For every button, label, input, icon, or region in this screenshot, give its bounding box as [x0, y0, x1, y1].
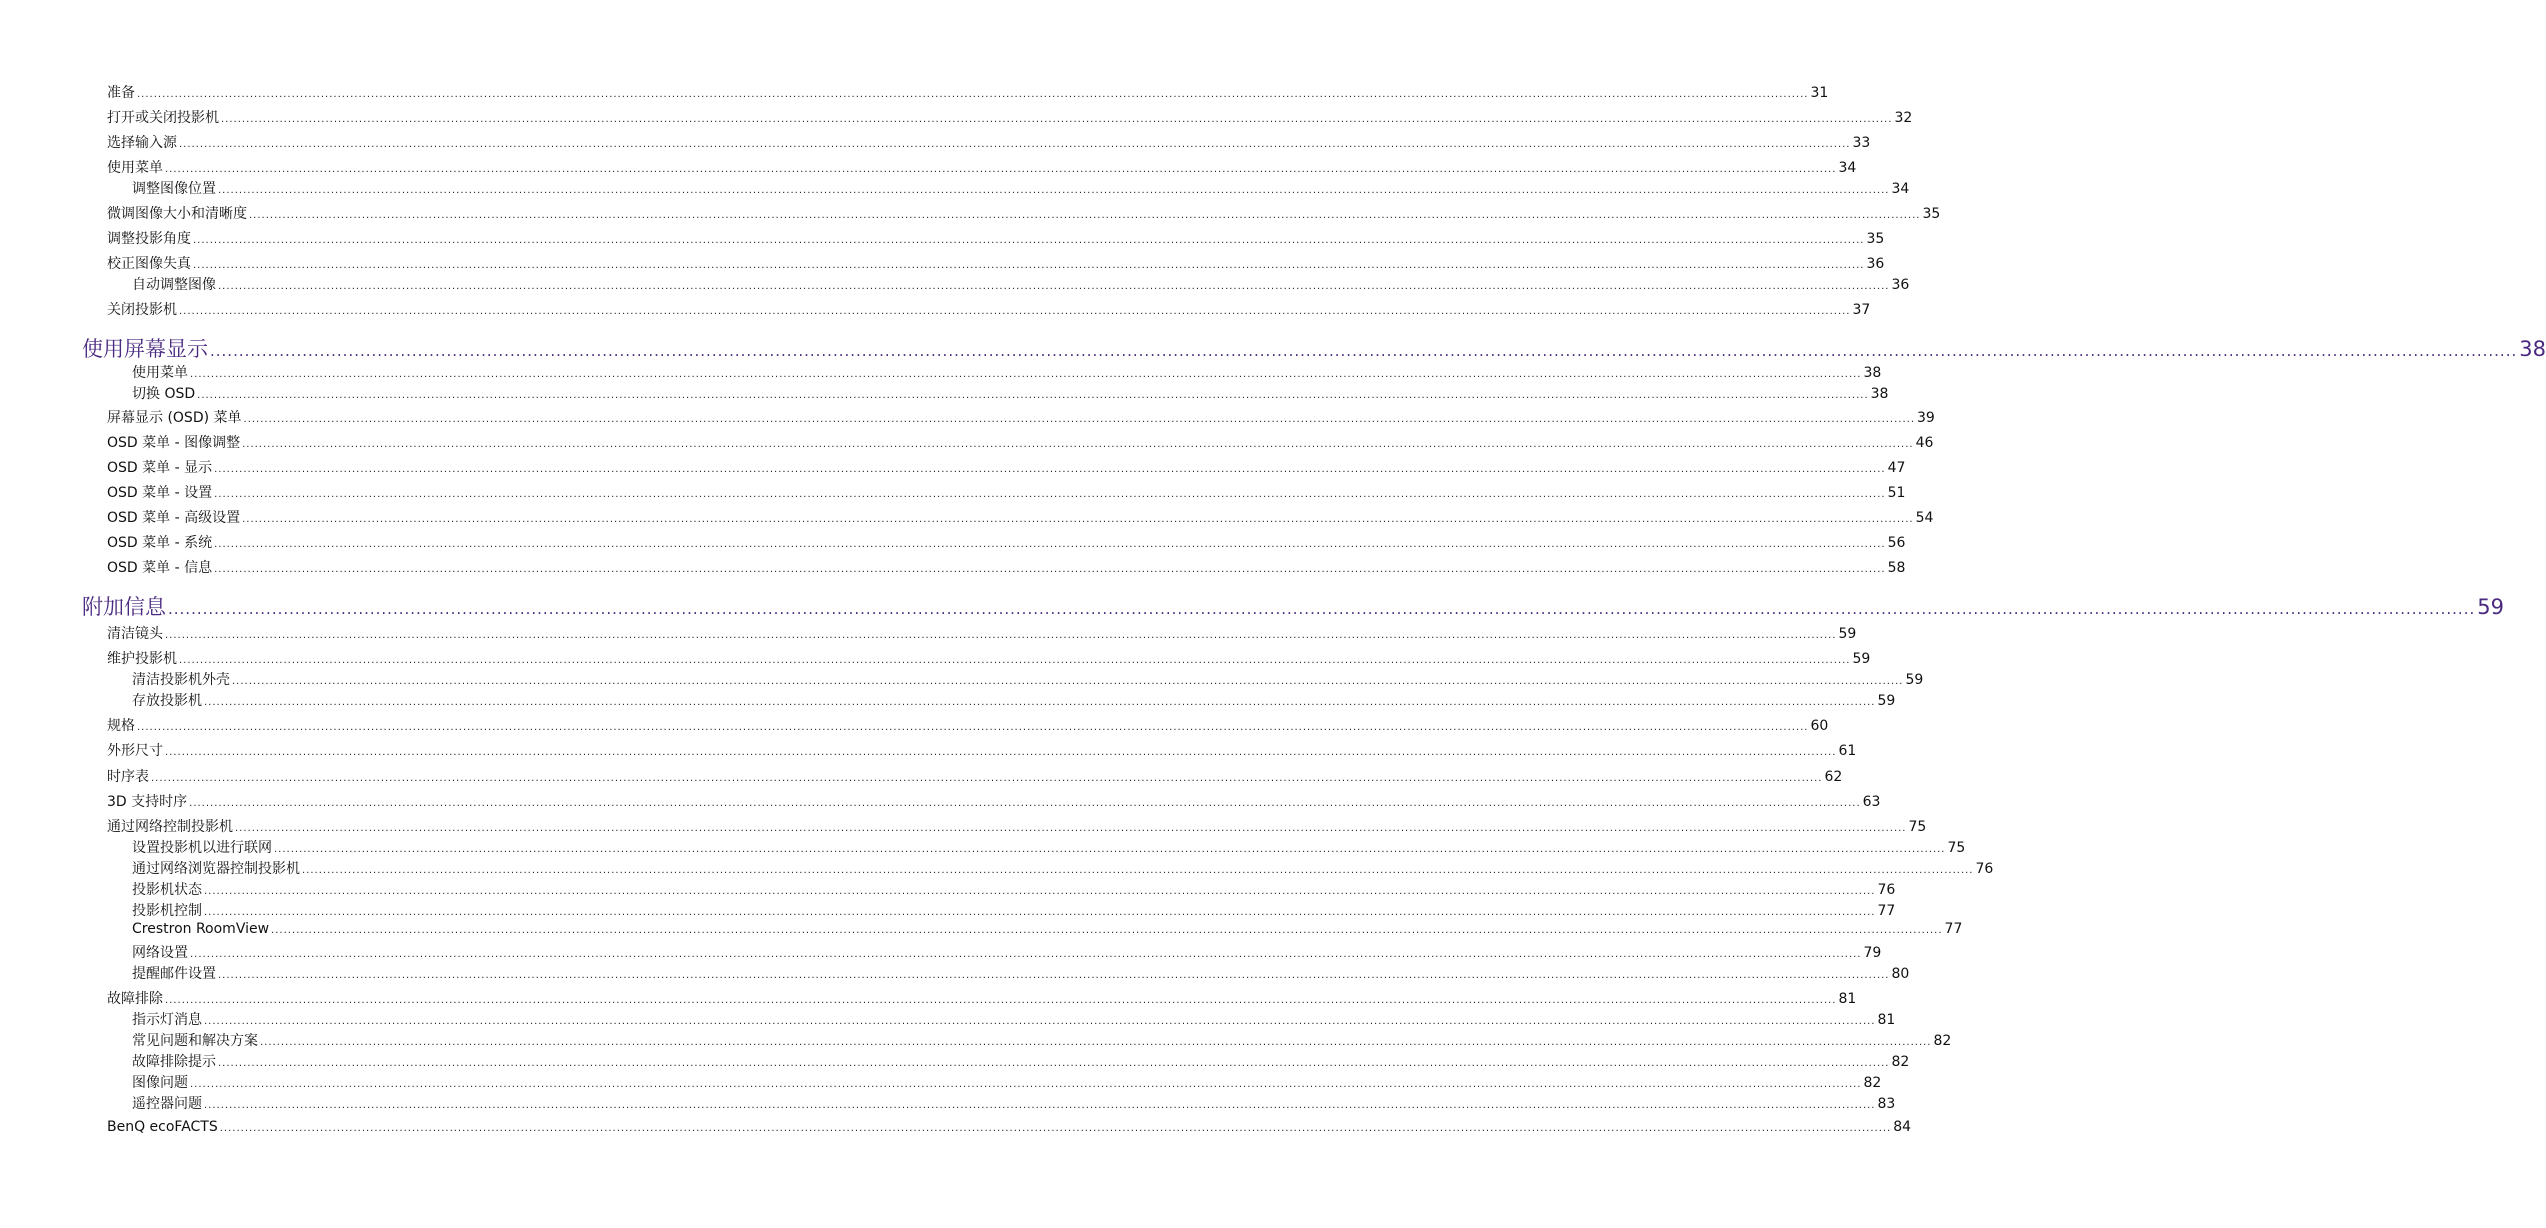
toc-entry-title: OSD 菜单 - 图像调整	[107, 435, 241, 451]
toc-entry-title: 故障排除提示	[132, 1054, 216, 1070]
toc-entry-page-number: 54	[1915, 510, 1934, 526]
toc-entry-title: OSD 菜单 - 信息	[107, 560, 213, 576]
toc-dot-leader: ................................................................................................................................................................................................................................................................................................................................................................................................................	[165, 747, 1837, 758]
toc-entry-title: 提醒邮件设置	[132, 966, 216, 982]
toc-dot-leader: ................................................................................................................................................................................................................................................................................................................................................................................................................	[190, 369, 1862, 380]
toc-entry-page-number: 62	[1824, 769, 1843, 785]
toc-entry-title: 遥控器问题	[132, 1096, 202, 1112]
toc-entry[interactable]	[107, 532, 1906, 552]
toc-chapter-entry[interactable]	[82, 591, 2504, 621]
toc-entry[interactable]	[107, 253, 1885, 273]
toc-entry[interactable]	[132, 383, 1889, 403]
toc-dot-leader: ................................................................................................................................................................................................................................................................................................................................................................................................................	[271, 925, 1943, 936]
toc-dot-leader: ................................................................................................................................................................................................................................................................................................................................................................................................................	[242, 514, 1914, 525]
toc-entry[interactable]	[132, 1009, 1896, 1029]
toc-entry[interactable]	[107, 740, 1857, 760]
toc-entry-page-number: 35	[1866, 231, 1885, 247]
toc-entry[interactable]	[132, 1093, 1896, 1113]
toc-entry-page-number: 35	[1922, 206, 1941, 222]
toc-entry-title: 规格	[107, 718, 135, 734]
toc-entry-title: 设置投影机以进行联网	[132, 840, 272, 856]
toc-entry-title: 清洁镜头	[107, 626, 163, 642]
toc-entry-page-number: 56	[1887, 535, 1906, 551]
toc-dot-leader: ................................................................................................................................................................................................................................................................................................................................................................................................................	[218, 1058, 1890, 1069]
toc-entry-title: 校正图像失真	[107, 256, 191, 272]
toc-entry[interactable]	[132, 362, 1882, 382]
toc-entry-title: 投影机控制	[132, 903, 202, 919]
toc-entry[interactable]	[107, 82, 1829, 102]
toc-entry-title: 3D 支持时序	[107, 794, 188, 810]
toc-entry-title: 屏幕显示 (OSD) 菜单	[107, 410, 242, 426]
toc-entry-page-number: 59	[1838, 626, 1857, 642]
toc-dot-leader: ................................................................................................................................................................................................................................................................................................................................................................................................................	[210, 342, 2518, 360]
toc-entry-title: 故障排除	[107, 991, 163, 1007]
toc-entry[interactable]	[107, 507, 1934, 527]
toc-entry[interactable]	[107, 1119, 1912, 1135]
toc-dot-leader: ................................................................................................................................................................................................................................................................................................................................................................................................................	[218, 281, 1890, 292]
toc-dot-leader: ................................................................................................................................................................................................................................................................................................................................................................................................................	[243, 414, 1915, 425]
toc-dot-leader: ................................................................................................................................................................................................................................................................................................................................................................................................................	[214, 539, 1886, 550]
toc-entry-page-number: 38	[2519, 337, 2546, 361]
toc-entry-title: 微调图像大小和清晰度	[107, 206, 247, 222]
toc-entry[interactable]	[132, 1051, 1910, 1071]
toc-dot-leader: ................................................................................................................................................................................................................................................................................................................................................................................................................	[165, 630, 1837, 641]
toc-entry-page-number: 34	[1838, 160, 1857, 176]
toc-entry[interactable]	[107, 988, 1857, 1008]
toc-entry[interactable]	[107, 623, 1857, 643]
toc-dot-leader: ................................................................................................................................................................................................................................................................................................................................................................................................................	[165, 164, 1837, 175]
toc-dot-leader: ................................................................................................................................................................................................................................................................................................................................................................................................................	[190, 949, 1862, 960]
toc-entry[interactable]	[132, 837, 1966, 857]
toc-entry-page-number: 59	[1877, 693, 1896, 709]
toc-entry-title: 时序表	[107, 769, 149, 785]
toc-entry-page-number: 31	[1810, 85, 1829, 101]
toc-dot-leader: ................................................................................................................................................................................................................................................................................................................................................................................................................	[189, 798, 1861, 809]
toc-dot-leader: ................................................................................................................................................................................................................................................................................................................................................................................................................	[179, 306, 1851, 317]
toc-entry-title: BenQ ecoFACTS	[107, 1119, 218, 1135]
toc-dot-leader: ................................................................................................................................................................................................................................................................................................................................................................................................................	[218, 970, 1890, 981]
toc-dot-leader: ................................................................................................................................................................................................................................................................................................................................................................................................................	[137, 89, 1809, 100]
toc-dot-leader: ................................................................................................................................................................................................................................................................................................................................................................................................................	[165, 995, 1837, 1006]
toc-entry-page-number: 37	[1852, 302, 1871, 318]
toc-dot-leader: ................................................................................................................................................................................................................................................................................................................................................................................................................	[204, 907, 1876, 918]
toc-entry-page-number: 58	[1887, 560, 1906, 576]
toc-entry-page-number: 77	[1944, 921, 1963, 937]
toc-entry[interactable]	[107, 107, 1913, 127]
toc-entry-page-number: 36	[1866, 256, 1885, 272]
toc-entry-page-number: 79	[1863, 945, 1882, 961]
toc-dot-leader: ................................................................................................................................................................................................................................................................................................................................................................................................................	[302, 865, 1974, 876]
toc-entry[interactable]	[107, 132, 1871, 152]
toc-entry-page-number: 46	[1915, 435, 1934, 451]
toc-entry-page-number: 59	[1905, 672, 1924, 688]
toc-entry-title: 使用屏幕显示	[82, 337, 208, 361]
toc-entry[interactable]	[107, 457, 1906, 477]
toc-entry-page-number: 75	[1947, 840, 1966, 856]
toc-entry-page-number: 82	[1933, 1033, 1952, 1049]
toc-dot-leader: ................................................................................................................................................................................................................................................................................................................................................................................................................	[151, 773, 1823, 784]
toc-entry-page-number: 82	[1863, 1075, 1882, 1091]
toc-entry[interactable]	[132, 858, 1994, 878]
toc-entry[interactable]	[132, 963, 1910, 983]
toc-entry-title: OSD 菜单 - 系统	[107, 535, 213, 551]
toc-entry-page-number: 84	[1893, 1119, 1912, 1135]
toc-entry-title: 使用菜单	[132, 365, 188, 381]
toc-entry-title: 指示灯消息	[132, 1012, 202, 1028]
toc-entry-title: 维护投影机	[107, 651, 177, 667]
toc-entry-page-number: 32	[1894, 110, 1913, 126]
toc-entry-page-number: 59	[1852, 651, 1871, 667]
toc-entry-page-number: 81	[1838, 991, 1857, 1007]
toc-entry[interactable]	[107, 715, 1829, 735]
toc-entry-title: 关闭投影机	[107, 302, 177, 318]
toc-entry-page-number: 61	[1838, 743, 1857, 759]
toc-entry[interactable]	[107, 557, 1906, 577]
toc-entry[interactable]	[107, 228, 1885, 248]
toc-dot-leader: ................................................................................................................................................................................................................................................................................................................................................................................................................	[221, 114, 1893, 125]
toc-entry-page-number: 59	[2477, 595, 2504, 619]
toc-entry-title: 选择输入源	[107, 135, 177, 151]
toc-entry[interactable]	[107, 432, 1934, 452]
toc-entry-page-number: 34	[1891, 181, 1910, 197]
toc-entry-title: 切换 OSD	[132, 386, 196, 402]
toc-dot-leader: ................................................................................................................................................................................................................................................................................................................................................................................................................	[214, 489, 1886, 500]
toc-entry-page-number: 81	[1877, 1012, 1896, 1028]
toc-entry[interactable]	[132, 178, 1910, 198]
toc-dot-leader: ................................................................................................................................................................................................................................................................................................................................................................................................................	[204, 1100, 1876, 1111]
toc-entry[interactable]	[132, 669, 1924, 689]
toc-entry-page-number: 75	[1908, 819, 1927, 835]
toc-dot-leader: ................................................................................................................................................................................................................................................................................................................................................................................................................	[179, 139, 1851, 150]
toc-dot-leader: ................................................................................................................................................................................................................................................................................................................................................................................................................	[168, 600, 2476, 618]
toc-dot-leader: ................................................................................................................................................................................................................................................................................................................................................................................................................	[204, 886, 1876, 897]
toc-entry-title: 常见问题和解决方案	[132, 1033, 258, 1049]
toc-entry-page-number: 38	[1870, 386, 1889, 402]
toc-dot-leader: ................................................................................................................................................................................................................................................................................................................................................................................................................	[219, 1123, 1892, 1134]
toc-entry[interactable]	[132, 921, 1963, 937]
toc-dot-leader: ................................................................................................................................................................................................................................................................................................................................................................................................................	[190, 1079, 1862, 1090]
toc-entry-title: 通过网络控制投影机	[107, 819, 233, 835]
toc-entry-title: 使用菜单	[107, 160, 163, 176]
toc-entry-page-number: 82	[1891, 1054, 1910, 1070]
toc-entry[interactable]	[107, 482, 1906, 502]
toc-entry-title: OSD 菜单 - 显示	[107, 460, 213, 476]
toc-entry[interactable]	[107, 407, 1935, 427]
toc-entry-page-number: 38	[1863, 365, 1882, 381]
toc-dot-leader: ................................................................................................................................................................................................................................................................................................................................................................................................................	[249, 210, 1921, 221]
toc-entry[interactable]	[107, 299, 1871, 319]
toc-entry-title: 投影机状态	[132, 882, 202, 898]
toc-entry-title: 存放投影机	[132, 693, 202, 709]
toc-entry-page-number: 77	[1877, 903, 1896, 919]
toc-entry-page-number: 33	[1852, 135, 1871, 151]
toc-entry[interactable]	[107, 648, 1871, 668]
toc-entry-title: 清洁投影机外壳	[132, 672, 230, 688]
toc-entry-page-number: 39	[1917, 410, 1935, 426]
toc-entry-title: 附加信息	[82, 595, 166, 619]
toc-entry-page-number: 63	[1862, 794, 1881, 810]
toc-entry-title: Crestron RoomView	[132, 921, 270, 937]
toc-dot-leader: ................................................................................................................................................................................................................................................................................................................................................................................................................	[193, 260, 1865, 271]
toc-entry[interactable]	[107, 791, 1881, 811]
toc-entry-title: 调整图像位置	[132, 181, 216, 197]
toc-entry-title: OSD 菜单 - 高级设置	[107, 510, 241, 526]
toc-dot-leader: ................................................................................................................................................................................................................................................................................................................................................................................................................	[232, 676, 1904, 687]
toc-entry-title: 自动调整图像	[132, 277, 216, 293]
toc-dot-leader: ................................................................................................................................................................................................................................................................................................................................................................................................................	[274, 844, 1946, 855]
toc-entry[interactable]	[107, 816, 1927, 836]
toc-dot-leader: ................................................................................................................................................................................................................................................................................................................................................................................................................	[242, 439, 1914, 450]
toc-entry[interactable]	[132, 879, 1896, 899]
toc-entry-page-number: 36	[1891, 277, 1910, 293]
toc-entry[interactable]	[132, 900, 1896, 920]
toc-dot-leader: ................................................................................................................................................................................................................................................................................................................................................................................................................	[235, 823, 1907, 834]
toc-dot-leader: ................................................................................................................................................................................................................................................................................................................................................................................................................	[204, 1016, 1876, 1027]
toc-entry-title: OSD 菜单 - 设置	[107, 485, 213, 501]
toc-dot-leader: ................................................................................................................................................................................................................................................................................................................................................................................................................	[179, 655, 1851, 666]
toc-dot-leader: ................................................................................................................................................................................................................................................................................................................................................................................................................	[214, 564, 1886, 575]
toc-entry[interactable]	[132, 1072, 1882, 1092]
toc-entry[interactable]	[132, 942, 1882, 962]
toc-dot-leader: ................................................................................................................................................................................................................................................................................................................................................................................................................	[197, 390, 1869, 401]
toc-entry[interactable]	[107, 157, 1857, 177]
toc-entry-title: 图像问题	[132, 1075, 188, 1091]
toc-entry-page-number: 51	[1887, 485, 1906, 501]
toc-dot-leader: ................................................................................................................................................................................................................................................................................................................................................................................................................	[260, 1037, 1932, 1048]
toc-entry-title: 打开或关闭投影机	[107, 110, 219, 126]
toc-entry-title: 网络设置	[132, 945, 188, 961]
toc-entry[interactable]	[132, 690, 1896, 710]
toc-dot-leader: ................................................................................................................................................................................................................................................................................................................................................................................................................	[214, 464, 1886, 475]
toc-entry-page-number: 47	[1887, 460, 1906, 476]
toc-dot-leader: ................................................................................................................................................................................................................................................................................................................................................................................................................	[137, 722, 1809, 733]
toc-entry-title: 调整投影角度	[107, 231, 191, 247]
toc-dot-leader: ................................................................................................................................................................................................................................................................................................................................................................................................................	[193, 235, 1865, 246]
toc-chapter-entry[interactable]	[82, 333, 2546, 363]
toc-entry[interactable]	[132, 274, 1910, 294]
toc-entry[interactable]	[107, 766, 1843, 786]
toc-dot-leader: ................................................................................................................................................................................................................................................................................................................................................................................................................	[204, 697, 1876, 708]
toc-entry[interactable]	[107, 203, 1941, 223]
toc-entry-page-number: 76	[1877, 882, 1896, 898]
toc-entry-page-number: 83	[1877, 1096, 1896, 1112]
toc-dot-leader: ................................................................................................................................................................................................................................................................................................................................................................................................................	[218, 185, 1890, 196]
toc-entry-page-number: 80	[1891, 966, 1910, 982]
toc-entry-page-number: 76	[1975, 861, 1994, 877]
toc-entry-title: 准备	[107, 85, 135, 101]
toc-entry-title: 通过网络浏览器控制投影机	[132, 861, 300, 877]
toc-entry-title: 外形尺寸	[107, 743, 163, 759]
toc-entry-page-number: 60	[1810, 718, 1829, 734]
toc-entry[interactable]	[132, 1030, 1952, 1050]
